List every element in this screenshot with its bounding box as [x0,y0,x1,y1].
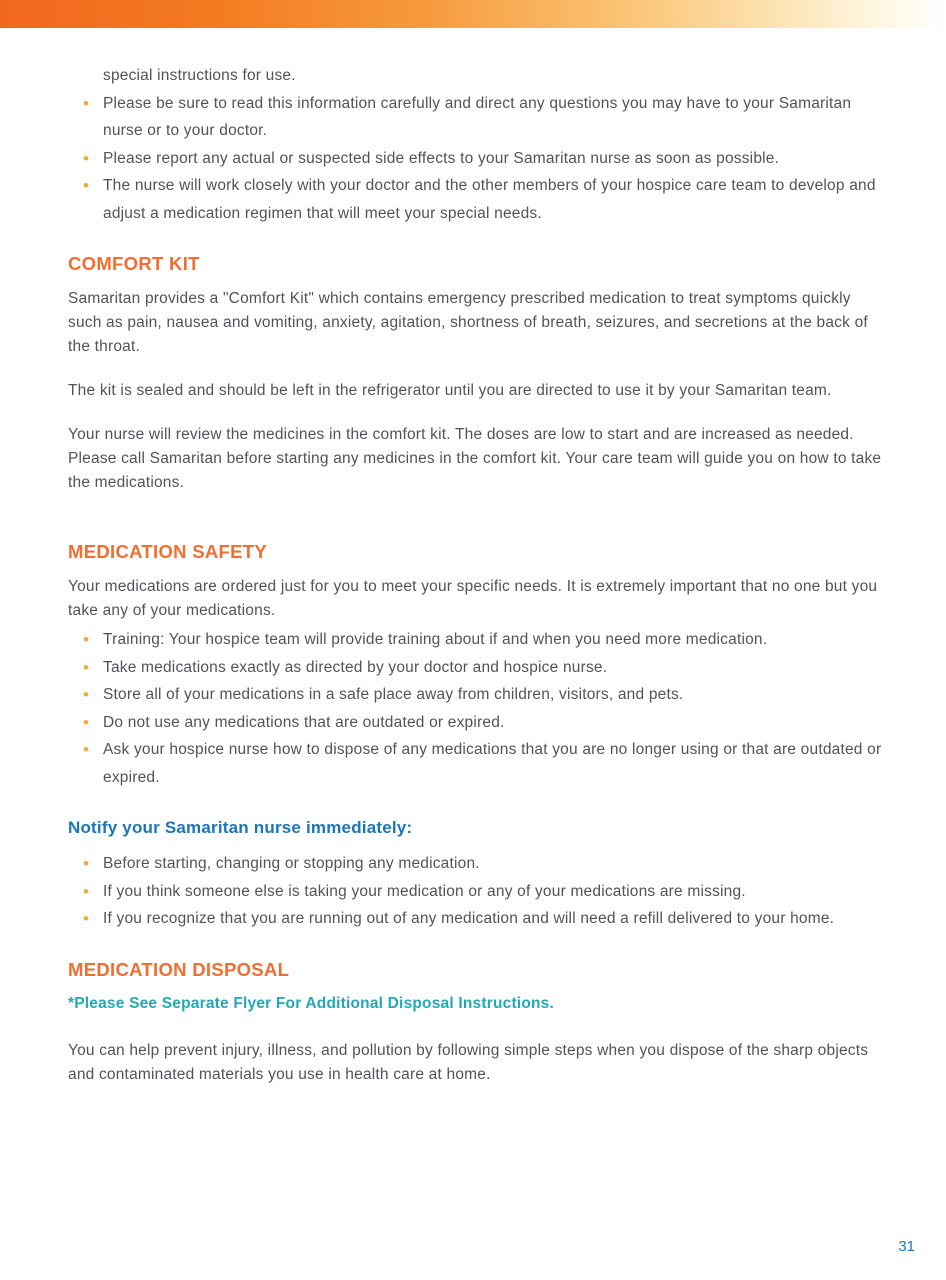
page-content [0,28,946,1107]
list-item: • If you think someone else is taking your medication or any of your medications are missing. [68,878,886,906]
disposal-flyer-note: *Please See Separate Flyer For Additional Disposal Instructions. [68,994,554,1012]
medication-safety-bullet-list [68,626,886,791]
subheading-notify-nurse: Notify your Samaritan nurse immediately: [68,818,413,837]
section-title-medication-disposal: MEDICATION DISPOSAL [68,958,290,980]
intro-bullet-list [68,90,886,228]
list-item: • The nurse will work closely with your doctor and the other members of your hospice care team to develop and adjust a medication regimen that will meet your special needs. [68,172,886,227]
list-item: • Do not use any medications that are outdated or expired. [68,709,886,737]
section-title-comfort-kit: COMFORT KIT [68,253,200,274]
paragraph: You can help prevent injury, illness, and pollution by following simple steps when you dispose of the sharp objects and contaminated materials you use in health care at home. [68,1041,869,1083]
list-item: • If you recognize that you are running out of any medication and will need a refill delivered to your home. [68,905,886,933]
paragraph: Your medications are ordered just for you to meet your specific needs. It is extremely important that no one but you take any of your medications. [68,578,878,619]
list-item: • Before starting, changing or stopping any medication. [68,850,886,878]
intro-continuation-line: special instructions for use. [103,67,296,84]
list-item: • Take medications exactly as directed by your doctor and hospice nurse. [68,654,886,682]
page-number: 31 [898,1238,915,1255]
list-item: • Please report any actual or suspected side effects to your Samaritan nurse as soon as possible. [68,145,886,173]
list-item: • Store all of your medications in a safe place away from children, visitors, and pets. [68,681,886,709]
list-item: • Please be sure to read this information carefully and direct any questions you may have to your Samaritan nurse or to your doctor. [68,90,886,145]
paragraph: The kit is sealed and should be left in the refrigerator until you are directed to use it by your Samaritan team. [68,382,832,399]
list-item: • Ask your hospice nurse how to dispose of any medications that you are no longer using or that are outdated or expired. [68,736,886,791]
header-gradient-bar [0,0,946,28]
paragraph: Your nurse will review the medicines in the comfort kit. The doses are low to start and are increased as needed. Please call Samaritan before starting any medicines in the comfort kit. Your care team will guide you on how to take the medications. [68,426,882,491]
section-title-medication-safety: MEDICATION SAFETY [68,541,268,562]
paragraph: Samaritan provides a "Comfort Kit" which contains emergency prescribed medication to treat symptoms quickly such as pain, nausea and vomiting, anxiety, agitation, shortness of breath, seizures, and secretions at the back of the throat. [68,290,868,355]
list-item: • Training: Your hospice team will provide training about if and when you need more medication. [68,626,886,654]
notify-bullet-list [68,850,886,933]
